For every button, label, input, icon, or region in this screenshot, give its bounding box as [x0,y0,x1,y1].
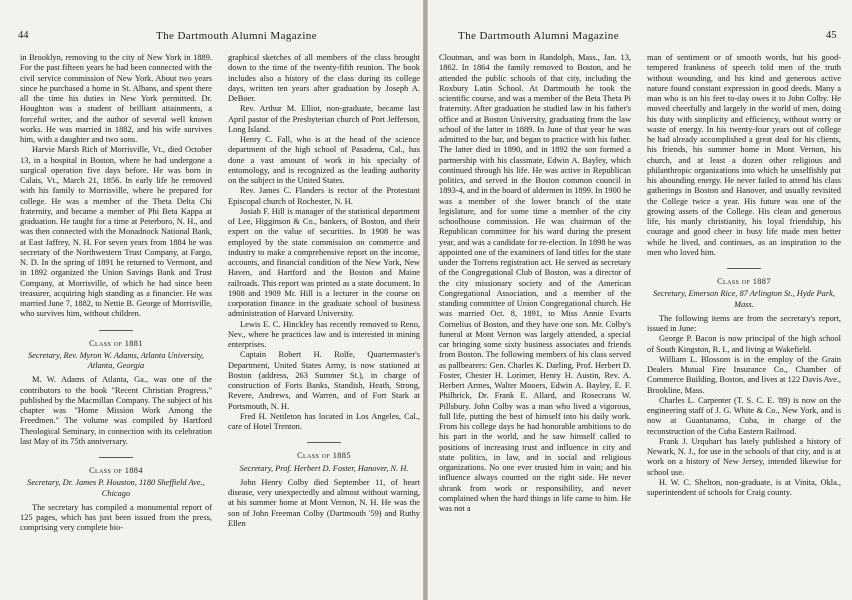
paragraph: Fred H. Nettleton has located in Los Angeles, Cal., care of Hotel Trenton. [228,411,420,431]
running-head: The Dartmouth Alumni Magazine [458,30,619,42]
paragraph: H. W. C. Shelton, non-graduate, is at Vinita, Okla., superintendent of schools for Craig county. [647,477,841,497]
page-number: 45 [826,30,837,41]
paragraph: in Brooklyn, removing to the city of New York in 1889. For the past fifteen years he had been connected with the civil service commission of New York. About two years since he purchased a home in St. Albans, and spent there all the time his duties in New York permitted. Dr. Houghton was a student of brilliant attainments, a forceful writer, and the author of several well known works. He was married in 1882, and his wife survives him, with a daughter and two sons. [20,53,212,144]
right-page-column-1 [439,53,631,514]
section-divider [99,457,133,458]
section-divider [99,330,133,331]
paragraph: Rev. James C. Flanders is rector of the Protestant Episcopal church of Rochester, N. H. [228,186,420,206]
right-page-column-2 [647,53,841,498]
section-divider [307,442,341,443]
paragraph: Josiah F. Hill is manager of the statistical department of Lee, Higginson & Co., bankers, of Boston, and their expert on the value of securities. In 1908 he was employed by the state commission on commerce and industry to make a comprehensive report on the income, accounts, and financial condition of the New York, New Haven, and Hartford and the Boston and Maine railroads. This report was printed as a state document. In 1908 and 1909 Mr. Hill is a lecturer in the course on corporation finance in the graduate school of business administration of Harvard University. [228,206,420,319]
paragraph: Captain Robert H. Rolfe, Quartermaster's Department, United States Army, is now stationed at Boston (address, 263 Summer St.), in charge of construction of Forts Banks, Standish, Heath, Strong, Revere, Andrews, and Warren, and of Fort Stark at Portsmouth, N. H. [228,350,420,411]
paragraph: George P. Bacon is now principal of the high school of South Kingston, R. I., and living at Wakefield. [647,334,841,354]
paragraph: William L. Blossom is in the employ of the Grain Dealers Mutual Fire Insurance Co., Chamber of Commerce Building, Boston, and lives at 122 Davis Ave., Brookline, Mass. [647,354,841,395]
left-page-header [0,30,423,44]
section-divider [727,268,761,269]
class-secretary-1884: Secretary, Dr. James P. Houston, 1180 Sheffield Ave., Chicago [27,478,205,498]
class-heading-1881: Class of 1881 [89,338,143,348]
paragraph: Rev. Arthur M. Elliot, non-graduate, became last April pastor of the Presbyterian church of Port Jefferson, Long Island. [228,104,420,134]
paragraph: The following items are from the secretary's report, issued in June: [647,313,841,333]
paragraph: Lewis E. C. Hinckley has recently removed to Reno, Nev., where he practices law and is interested in mining enterprises. [228,319,420,349]
left-page-column-2 [228,53,420,529]
right-page-header [428,30,852,44]
paragraph: John Henry Colby died September 11, of heart disease, very unexpectedly and almost without warning, at his summer home at Mont Vernon, N. H. He was the son of John Freeman Colby (Dartmouth '59) and Ruthy Ellen [228,477,420,528]
class-secretary-1881: Secretary, Rev. Myron W. Adams, Atlanta University, Atlanta, Georgia [27,350,205,370]
paragraph: Harvie Marsh Rich of Morrisville, Vt., died October 13, in a hospital in Boston, where he had undergone a surgical operation five days before. He was born in Calais, Vt., March 21, 1856. In early life he removed with his family to Morrisville, where he prepared for college. He was a member of the Theta Delta Chi fraternity, and became a member of Phi Beta Kappa at graduation. He taught for a time at Peterboro, N. H., and was then connected with the Monadnock National Bank, at East Jaffrey, N. H. For seven years from 1884 he was secretary of the Northwestern Trust Company, at Fargo, N. D. In the spring of 1891 he returned to Vermont, and in 1892 organized the Union Savings Bank and Trust Company, at Morrisville, of which he had since been treasurer, acquiring high standing as a financier. He was married June 7, 1882, to Nettie B. George of Morrisville, who survives him, without children. [20,145,212,319]
paragraph: graphical sketches of all members of the class brought down to the time of the twenty-fifth reunion. The book includes also a history of the class during its college days, written ten years after graduation by Joseph A. DeBoer. [228,53,420,103]
paragraph: The secretary has compiled a monumental report of 125 pages, which has just been issued from the press, comprising very complete bio- [20,502,212,533]
class-secretary-1885: Secretary, Prof. Herbert D. Foster, Hanover, N. H. [239,463,409,473]
class-secretary-1887: Secretary, Emerson Rice, 87 Arlington St., Hyde Park, Mass. [653,289,835,309]
paragraph: Frank J. Urquhart has lately published a history of Newark, N. J., for use in the schools of that city, and is at work on a history of New Jersey, intended likewise for school use. [647,436,841,477]
page-number: 44 [18,30,29,41]
paragraph: Cloutman, and was born in Randolph, Mass., Jan. 13, 1862. In 1864 the family removed to Boston, and he attended the public schools of that city, including the Roxbury Latin School. At Dartmouth he took the scientific course, and was a member of the Beta Theta Pi fraternity. After graduation he studied law in his father's office and at Boston University, graduating from the law school of the latter in 1889. In June of that year he was admitted to the bar, and began to practice with his father. The latter died in 1890, and in 1892 the son formed a partnership with his classmate, Edwin A. Bayley, which continued through his life. He was active in Republican politics, and served in the Boston common council in 1893-4, and in the board of aldermen in 1899. In 1900 he was a member of the lower branch of the state legislature, and for some time a member of the city schoolhouse commission. He was chairman of the Republican committee for his ward during the present year, and was a candidate for re-election. In 1898 he was appointed one of the examiners of land titles for the state under the Torrens registration act. He served as secretary of the Congregational Club of Boston, was a director of the city missionary society and of the American Congregational Association, and a member of the standing committee of Union Congregational church. He was married Oct. 8, 1891, to Miss Annie Evarts Cornelius of Boston, and they have one son. Mr. Colby's funeral at Mont Vernon was largely attended, a special car bringing some sixty business associates and friends from Boston. The following members of his class served as pallbearers: Gen. Charles K. Darling, Prof. Herbert D. Foster, Chester H. Lorimer, Henry H. Austin, Rev. A. Herbert Armes, Walter Mooers, Edwin A. Bayley, E. F. Philbrick, Dr. Frank E. Allard, and Rosecrans W. Pillsbury. John Colby was a man who lived a vigorous, full life, putting the best of himself into his daily work. From his college days he had honorable ambitions to do his part in the world, and he saw himself called to positions of increasing trust and influence in city and state politics, in law, and in social and religious organizations. No one ever trusted him in vain; and his influence always counted on the right side. He never shrank from work or responsibility, and never complained when the hard things in life came to him. He was not a [439,53,631,513]
right-page [427,0,852,600]
left-page-column-1 [20,53,212,534]
left-page [0,0,424,600]
paragraph: M. W. Adams of Atlanta, Ga., was one of the contributors to the book "Recent Christian Progress," published by the Macmillan Company. The subject of his chapter was "Home Mission Work Among the Freedmen." The volume was compiled by Hartford Theological Seminary, in connection with its celebration last May of its 75th anniversary. [20,375,212,446]
paragraph: Henry C. Fall, who is at the head of the science department of the high school of Pasadena, Cal., has done a vast amount of work in his specialty of entomology, and is recognized as the leading authority on the subject in the United States. [228,135,420,185]
paragraph: Charles L. Carpenter (T. S. C. E. '89) is now on the engineering staff of J. G. White & Co., New York, and is now at Guantanamo, Cuba, in charge of the reconstruction of the Cuba Eastern Railroad. [647,395,841,436]
running-head: The Dartmouth Alumni Magazine [156,30,317,42]
class-heading-1884: Class of 1884 [89,466,143,475]
class-heading-1885: Class of 1885 [297,451,351,461]
class-heading-1887: Class of 1887 [717,277,771,286]
paragraph: man of sentiment or of smooth words, but his good-tempered frankness of speech told men of the truth without wounding, and his kind and generous active nature found constant expression in good deeds. Many a man who is on his feet to-day owes it to John Colby. He moved cheerfully and largely in the world of men, doing his duty with simplicity and efficiency, without worry or waste of energy. In his twenty-four years out of college he had already accomplished a great deal for his clients, his friends, his summer home in Mont Vernon, his church, and at least a dozen other religious and philanthropic organizations into which he unselfishly put his abounding energy. He never failed to attend his class gatherings in Boston and Hanover, and usually revisited the College twice a year. His future was one of the growing assets of the College. His clean and generous life, his manly christianity, his loyal friendship, his courage and good cheer in busy life made men better while he lived, and continues, as an inspiration to the men who loved him. [647,53,841,257]
